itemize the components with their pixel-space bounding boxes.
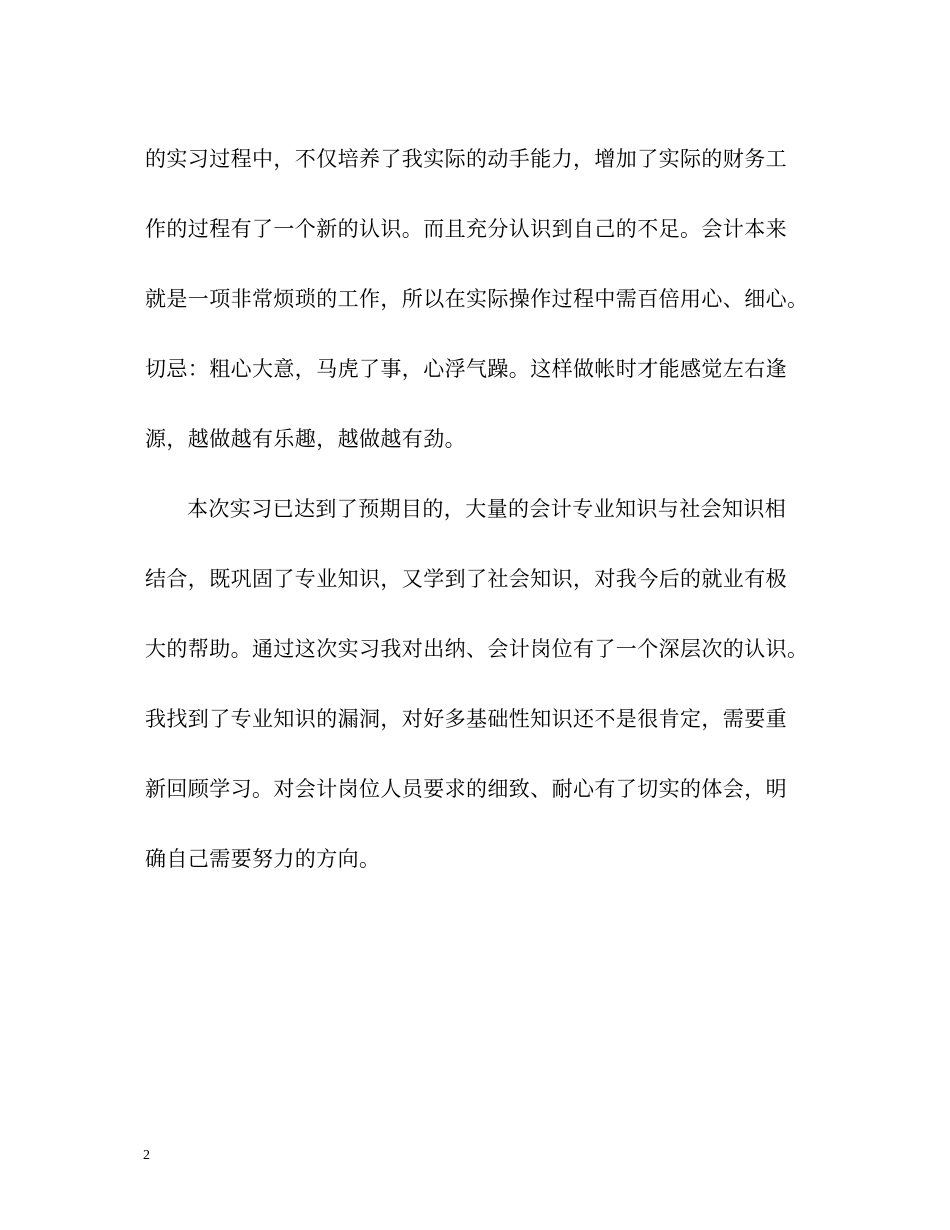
text-line: 的实习过程中，不仅培养了我实际的动手能力，增加了实际的财务工 [145, 147, 787, 171]
text-line: 切忌：粗心大意，马虎了事，心浮气躁。这样做帐时才能感觉左右逢 [145, 357, 787, 381]
text-line: 新回顾学习。对会计岗位人员要求的细致、耐心有了切实的体会，明 [145, 777, 787, 801]
text-line: 大的帮助。通过这次实习我对出纳、会计岗位有了一个深层次的认识。 [145, 637, 809, 661]
text-line: 结合，既巩固了专业知识，又学到了社会知识，对我今后的就业有极 [145, 567, 787, 591]
text-line: 就是一项非常烦琐的工作，所以在实际操作过程中需百倍用心、细心。 [145, 287, 809, 311]
text-line: 确自己需要努力的方向。 [145, 847, 381, 871]
text-line: 本次实习已达到了预期目的，大量的会计专业知识与社会知识相 [187, 497, 787, 521]
page-number: 2 [143, 1148, 150, 1163]
text-line: 作的过程有了一个新的认识。而且充分认识到自己的不足。会计本来 [145, 217, 787, 241]
text-line: 我找到了专业知识的漏洞，对好多基础性知识还不是很肯定，需要重 [145, 707, 787, 731]
text-line: 源，越做越有乐趣，越做越有劲。 [145, 427, 466, 451]
